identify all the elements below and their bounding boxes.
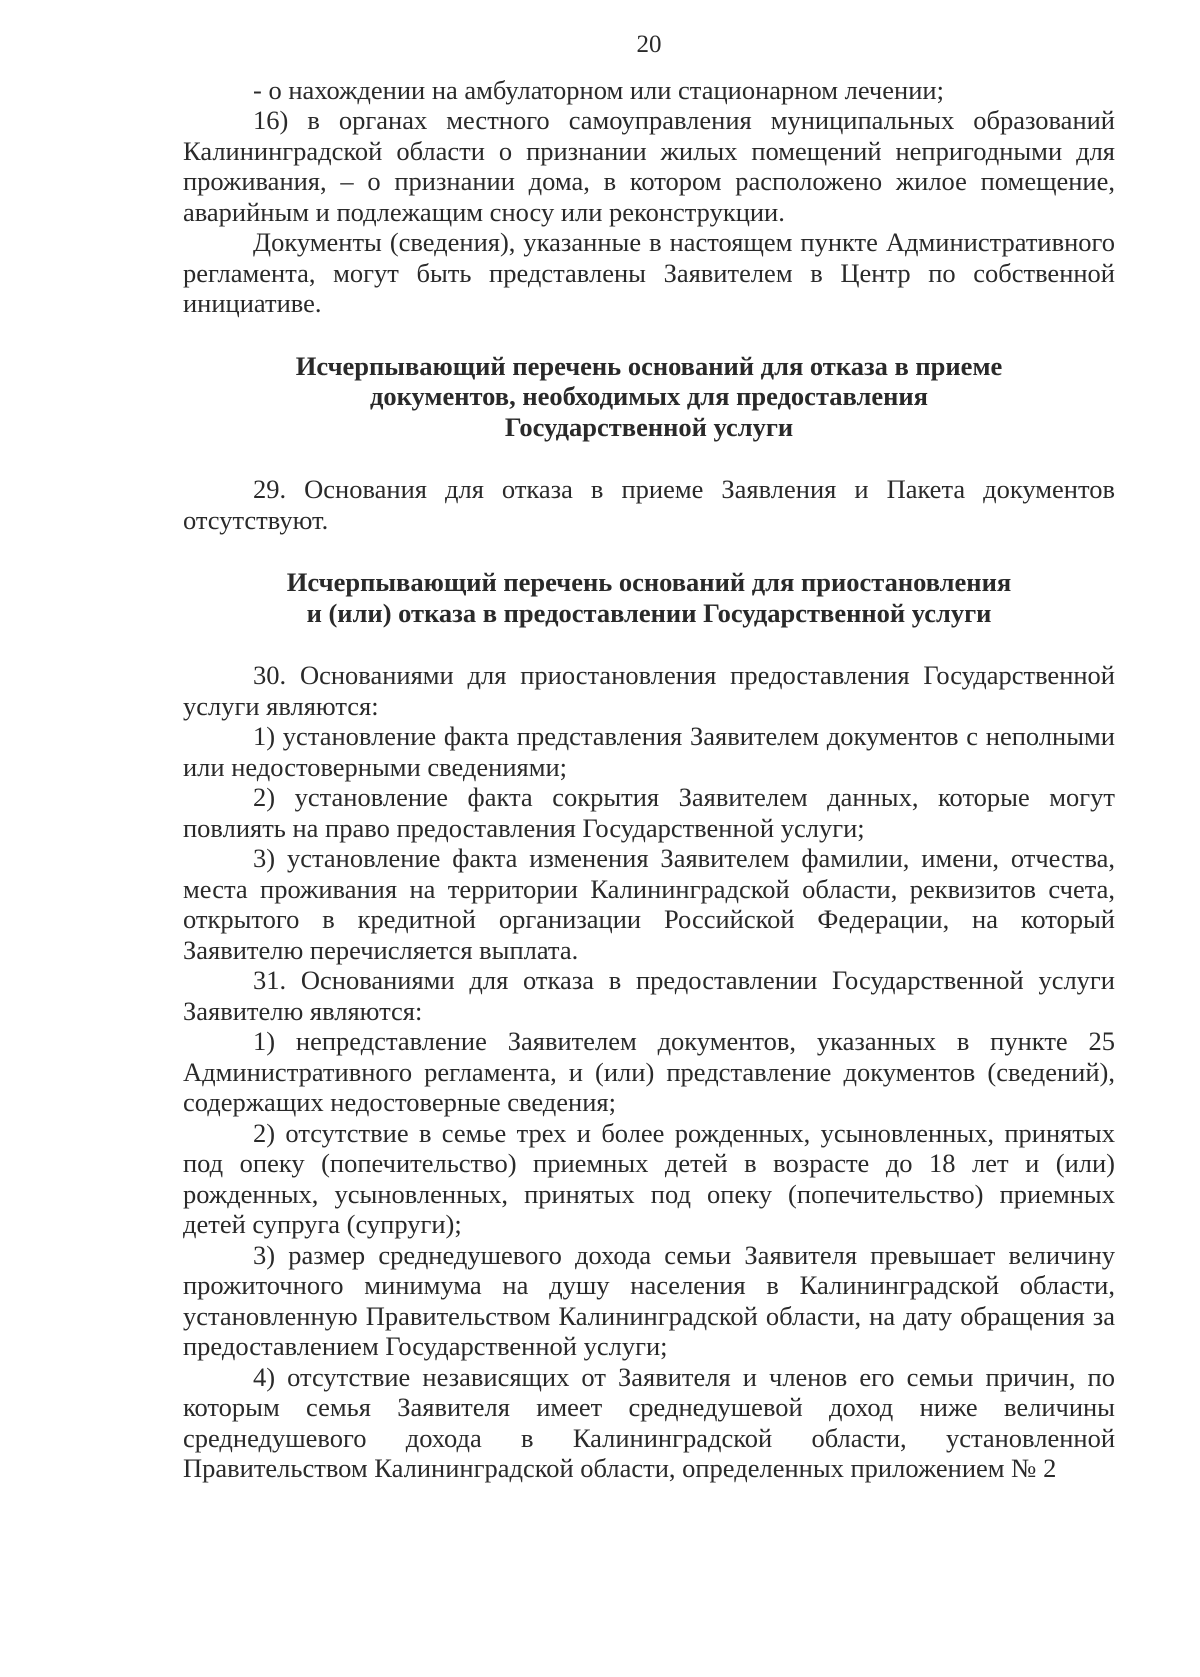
paragraph: Документы (сведения), указанные в настоящем пункте Административного регламента, могут быть представлены Заявителем в Центр по собственной инициативе.	[183, 227, 1115, 318]
paragraph: 3) размер среднедушевого дохода семьи Заявителя превышает величину прожиточного минимума на душу населения в Калининградской области, установленную Правительством Калининградской области, на дату обращения за предоставлением Государственной услуги;	[183, 1239, 1115, 1361]
paragraph: 1) установление факта представления Заявителем документов с неполными или недостоверными сведениями;	[183, 721, 1115, 782]
paragraph: 3) установление факта изменения Заявителем фамилии, имени, отчества, места проживания на территории Калининградской области, реквизитов счета, открытого в кредитной организации Российской Федерации, на который Заявителю перечисляется выплата.	[183, 843, 1115, 965]
section-block-2	[183, 474, 1115, 535]
paragraph: 1) непредставление Заявителем документов, указанных в пункте 25 Административного регламента, и (или) представление документов (сведений), содержащих недостоверные сведения;	[183, 1026, 1115, 1117]
paragraph: 4) отсутствие независящих от Заявителя и членов его семьи причин, по которым семья Заявителя имеет среднедушевой доход ниже величины среднедушевого дохода в Калининградской области, установленной Правительством Калининградской области, определенных приложением № 2	[183, 1361, 1115, 1483]
heading-line: документов, необходимых для предоставления	[369, 381, 928, 411]
section-heading-refusal-documents	[183, 351, 1115, 443]
page-number: 20	[636, 31, 662, 58]
heading-line: Государственной услуги	[504, 411, 794, 442]
heading-line: Исчерпывающий перечень оснований для отказа в приеме	[295, 350, 1003, 381]
paragraph: 29. Основания для отказа в приеме Заявления и Пакета документов отсутствуют.	[183, 474, 1115, 535]
paragraph: 2) отсутствие в семье трех и более рожденных, усыновленных, принятых под опеку (попечительство) приемных детей в возрасте до 18 лет и (или) рожденных, усыновленных, принятых под опеку (попечительство) приемных детей супруга (супруги);	[183, 1117, 1115, 1239]
heading-line: Исчерпывающий перечень оснований для приостановления	[286, 567, 1012, 597]
heading-line: и (или) отказа в предоставлении Государственной услуги	[306, 597, 992, 628]
section-block-3	[183, 660, 1115, 1484]
paragraph: 31. Основаниями для отказа в предоставлении Государственной услуги Заявителю являются:	[183, 965, 1115, 1026]
section-block-1	[183, 75, 1115, 319]
paragraph: - о нахождении на амбулаторном или стационарном лечении;	[253, 74, 944, 105]
document-page	[183, 30, 1115, 1484]
paragraph: 30. Основаниями для приостановления предоставления Государственной услуги являются:	[183, 660, 1115, 721]
paragraph: 16) в органах местного самоуправления муниципальных образований Калининградской области о признании жилых помещений непригодными для проживания, – о признании дома, в котором расположено жилое помещение, аварийным и подлежащим сносу или реконструкции.	[183, 105, 1115, 227]
section-heading-suspension-refusal	[183, 567, 1115, 628]
paragraph: 2) установление факта сокрытия Заявителем данных, которые могут повлиять на право предоставления Государственной услуги;	[183, 782, 1115, 843]
